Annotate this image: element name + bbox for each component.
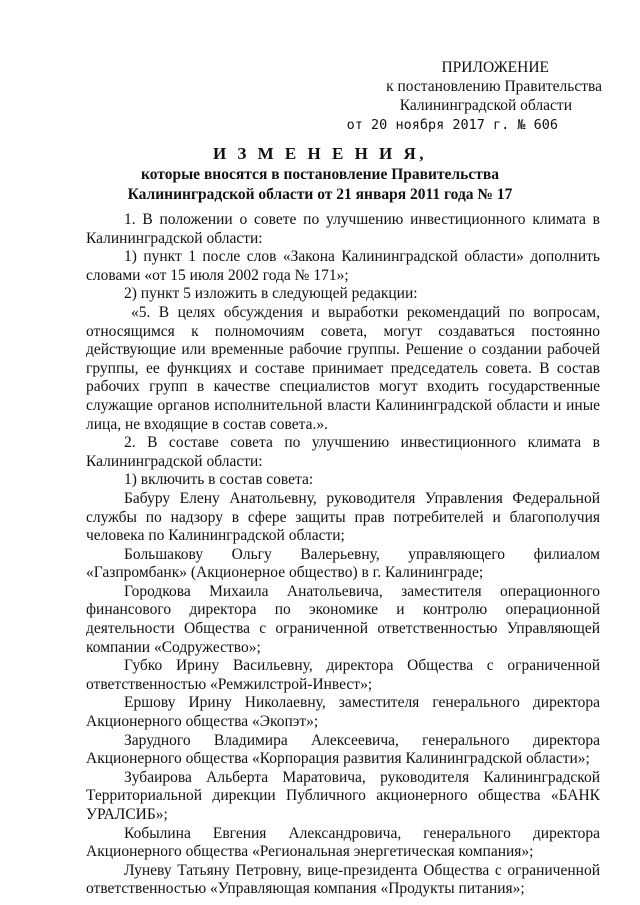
appendix-date-line: от 20 ноября 2017 г. № 606 bbox=[346, 117, 558, 133]
title-heading: И З М Е Н Е Н И Я, bbox=[212, 144, 428, 163]
appendix-line-2: Калининградской области bbox=[399, 97, 572, 114]
paragraph-section-2: 2. В составе совета по улучшению инвестиционного климата в Калининградской области: bbox=[86, 434, 600, 470]
appendix-heading: ПРИЛОЖЕНИЕ bbox=[441, 59, 549, 76]
paragraph-quoted-point-5: «5. В целях обсуждения и выработки рекомендаций по вопросам, относящимся к полномочиям совета, могут создаваться постоянно действующие или временные рабочие группы. Решение о создании рабочей группы, ее функциях и составе принимает председатель совета. В состав рабочих групп в качестве специалистов могут входить государственные служащие органов исполнительной власти Калининградской области и иные лица, не входящие в состав совета.». bbox=[86, 303, 600, 433]
member-entry: Кобылина Евгения Александровича, генерального директора Акционерного общества «Региональная энергетическая компания»; bbox=[86, 824, 600, 861]
member-entry: Зарудного Владимира Алексеевича, генерального директора Акционерного общества «Корпорация развития Калининградской области»; bbox=[86, 731, 600, 768]
document-title bbox=[0, 143, 640, 205]
paragraph-item-2: 2) пункт 5 изложить в следующей редакции: bbox=[124, 285, 418, 303]
member-entry: Губко Ирину Васильевну, директора Общества с ограниченной ответственностью «Ремжилстрой-Инвест»; bbox=[86, 657, 600, 693]
title-line-3: Калининградской области от 21 января 2011 года № 17 bbox=[127, 186, 513, 203]
member-entry: Городкова Михаила Анатольевича, заместителя операционного финансового директора по экономике и контролю операционной деятельности Общества с ограниченной ответственностью Управляющей компании «Содружество»; bbox=[86, 582, 600, 656]
member-entry: Луневу Татьяну Петровну, вице-президента Общества с ограниченной ответственностью «Управляющая компания «Продукты питания»; bbox=[86, 861, 600, 898]
member-entry: Большакову Ольгу Валерьевну, управляющего филиалом «Газпромбанк» (Акционерное общество) в г. Калининграде; bbox=[86, 545, 600, 582]
member-entry: Бабуру Елену Анатольевну, руководителя Управления Федеральной службы по надзору в сфере защиты прав потребителей и благополучия человека по Калининградской области; bbox=[86, 489, 600, 545]
member-entry: Зубаирова Альберта Маратовича, руководителя Калининградской Территориальной дирекции Публичного акционерного общества «БАНК УРАЛСИБ»; bbox=[86, 768, 600, 823]
appendix-line-1: к постановлению Правительства bbox=[386, 78, 602, 95]
paragraph-include-members: 1) включить в состав совета: bbox=[124, 471, 314, 489]
member-entry: Ершову Ирину Николаевну, заместителя генерального директора Акционерного общества «Экопэт»; bbox=[86, 694, 600, 731]
paragraph-item-1: 1) пункт 1 после слов «Закона Калининградской области» дополнить словами «от 15 июля 2002 года № 171»; bbox=[86, 248, 600, 284]
document-body bbox=[86, 211, 600, 899]
title-line-2: которые вносятся в постановление Правительства bbox=[141, 166, 499, 183]
paragraph-section-1: 1. В положении о совете по улучшению инвестиционного климата в Калининградской области: bbox=[86, 211, 600, 247]
appendix-block bbox=[347, 58, 602, 135]
